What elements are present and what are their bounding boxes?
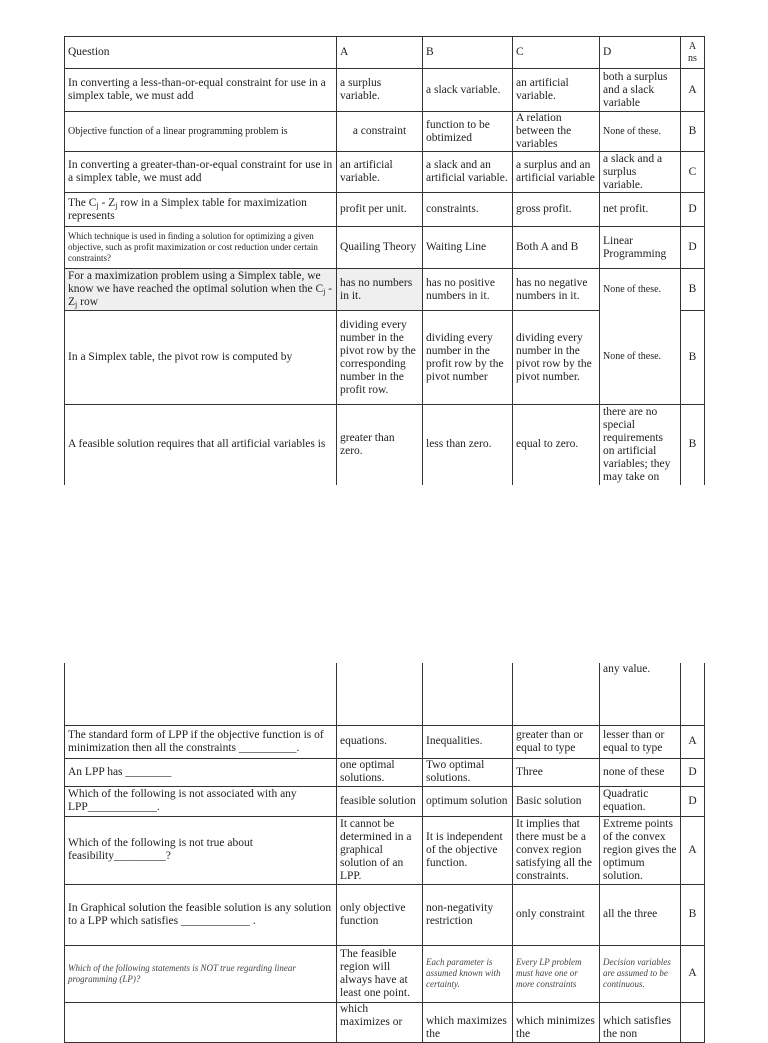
- table-row: [65, 758, 705, 786]
- option-d-cell: None of these.: [600, 112, 681, 152]
- option-b-cell: has no positive numbers in it.: [423, 269, 513, 311]
- option-a-cell: which maximizes or: [337, 1002, 423, 1042]
- answer-cell: B: [681, 269, 705, 311]
- question-cell: Which of the following is not true about feasibility_________?: [65, 816, 337, 884]
- option-c-cell: an artificial variable.: [513, 69, 600, 112]
- option-c-cell: gross profit.: [513, 193, 600, 227]
- table-row: [65, 786, 705, 816]
- header-question: Question: [65, 37, 337, 69]
- option-d-cell: None of these.: [600, 311, 681, 405]
- option-a-cell: Quailing Theory: [337, 227, 423, 269]
- option-b-cell: non-negativity restriction: [423, 884, 513, 945]
- table-row: [65, 1002, 705, 1042]
- header-d: D: [600, 37, 681, 69]
- answer-cell: A: [681, 945, 705, 1002]
- option-a-cell: equations.: [337, 725, 423, 758]
- option-c-cell: Every LP problem must have one or more constraints: [513, 945, 600, 1002]
- answer-cell: B: [681, 405, 705, 485]
- continuation-text: any value.: [600, 663, 681, 725]
- option-b-cell: Inequalities.: [423, 725, 513, 758]
- table-header-row: [65, 37, 705, 69]
- option-d-cell: both a surplus and a slack variable: [600, 69, 681, 112]
- mcq-table-page-1: [64, 36, 705, 485]
- answer-cell: D: [681, 193, 705, 227]
- question-cell: The $C_j - Z_j$ row in a Simplex table for maximization represents: [65, 193, 337, 227]
- option-c-cell: which minimizes the: [513, 1002, 600, 1042]
- question-cell: In Graphical solution the feasible solution is any solution to a LPP which satisfies ____________ .: [65, 884, 337, 945]
- option-a-cell: profit per unit.: [337, 193, 423, 227]
- option-a-cell: a surplus variable.: [337, 69, 423, 112]
- table-row: [65, 884, 705, 945]
- option-a-cell: an artificial variable.: [337, 152, 423, 193]
- option-c-cell: has no negative numbers in it.: [513, 269, 600, 311]
- table-row: [65, 112, 705, 152]
- option-c-cell: equal to zero.: [513, 405, 600, 485]
- answer-cell: B: [681, 884, 705, 945]
- question-cell: Which of the following is not associated with any LPP____________.: [65, 786, 337, 816]
- option-a-cell: has no numbers in it.: [337, 269, 423, 311]
- option-c-cell: only constraint: [513, 884, 600, 945]
- option-b-cell: constraints.: [423, 193, 513, 227]
- option-a-cell: feasible solution: [337, 786, 423, 816]
- option-b-cell: a slack variable.: [423, 69, 513, 112]
- option-c-cell: dividing every number in the pivot row by the pivot number.: [513, 311, 600, 405]
- table-row: [65, 227, 705, 269]
- table-row: [65, 311, 705, 405]
- question-cell: In converting a less-than-or-equal constraint for use in a simplex table, we must add: [65, 69, 337, 112]
- mcq-table-page-2: [64, 663, 705, 1043]
- option-a-cell: a constraint: [337, 112, 423, 152]
- answer-cell: A: [681, 725, 705, 758]
- option-b-cell: optimum solution: [423, 786, 513, 816]
- option-c-cell: greater than or equal to type: [513, 725, 600, 758]
- question-cell: A feasible solution requires that all artificial variables is: [65, 405, 337, 485]
- table-row: [65, 193, 705, 227]
- question-cell: For a maximization problem using a Simplex table, we know we have reached the optimal solution when the $C_j - Z_j$ row: [65, 269, 337, 311]
- option-d-cell: none of these: [600, 758, 681, 786]
- option-a-cell: only objective function: [337, 884, 423, 945]
- option-b-cell: which maximizes the: [423, 1002, 513, 1042]
- table-row: [65, 816, 705, 884]
- option-a-cell: The feasible region will always have at least one point.: [337, 945, 423, 1002]
- answer-cell: B: [681, 311, 705, 405]
- option-d-cell: net profit.: [600, 193, 681, 227]
- answer-cell: A: [681, 816, 705, 884]
- header-ans: A ns: [681, 37, 705, 69]
- question-cell: Which technique is used in finding a solution for optimizing a given objective, such as profit maximization or cost reduction under certain constraints?: [65, 227, 337, 269]
- option-b-cell: function to be obtimized: [423, 112, 513, 152]
- answer-cell: A: [681, 69, 705, 112]
- option-b-cell: It is independent of the objective function.: [423, 816, 513, 884]
- option-c-cell: A relation between the variables: [513, 112, 600, 152]
- option-d-cell: a slack and a surplus variable.: [600, 152, 681, 193]
- answer-cell: C: [681, 152, 705, 193]
- answer-cell: B: [681, 112, 705, 152]
- table-row: [65, 269, 705, 311]
- option-a-cell: dividing every number in the pivot row by the corresponding number in the profit row.: [337, 311, 423, 405]
- option-b-cell: Each parameter is assumed known with certainty.: [423, 945, 513, 1002]
- answer-cell: D: [681, 758, 705, 786]
- option-d-cell: Extreme points of the convex region gives the optimum solution.: [600, 816, 681, 884]
- option-b-cell: Two optimal solutions.: [423, 758, 513, 786]
- option-a-cell: one optimal solutions.: [337, 758, 423, 786]
- option-d-cell: None of these.: [600, 269, 681, 311]
- table-row: [65, 69, 705, 112]
- option-d-cell: there are no special requirements on artificial variables; they may take on: [600, 405, 681, 485]
- option-c-cell: It implies that there must be a convex region satisfying all the constraints.: [513, 816, 600, 884]
- table-row: [65, 152, 705, 193]
- table-row: [65, 725, 705, 758]
- option-a-cell: greater than zero.: [337, 405, 423, 485]
- option-c-cell: a surplus and an artificial variable: [513, 152, 600, 193]
- option-b-cell: less than zero.: [423, 405, 513, 485]
- option-d-cell: Linear Programming: [600, 227, 681, 269]
- option-d-cell: all the three: [600, 884, 681, 945]
- question-cell: In a Simplex table, the pivot row is computed by: [65, 311, 337, 405]
- question-cell: Which of the following statements is NOT true regarding linear programming (LP)?: [65, 945, 337, 1002]
- option-b-cell: a slack and an artificial variable.: [423, 152, 513, 193]
- question-cell: The standard form of LPP if the objective function is of minimization then all the constraints __________.: [65, 725, 337, 758]
- header-a: A: [337, 37, 423, 69]
- option-d-cell: Decision variables are assumed to be continuous.: [600, 945, 681, 1002]
- option-d-cell: Quadratic equation.: [600, 786, 681, 816]
- question-cell: In converting a greater-than-or-equal constraint for use in a simplex table, we must add: [65, 152, 337, 193]
- answer-cell: D: [681, 786, 705, 816]
- option-b-cell: dividing every number in the profit row by the pivot number: [423, 311, 513, 405]
- table-row: [65, 405, 705, 485]
- option-b-cell: Waiting Line: [423, 227, 513, 269]
- answer-cell: [681, 1002, 705, 1042]
- option-a-cell: It cannot be determined in a graphical solution of an LPP.: [337, 816, 423, 884]
- question-cell: [65, 1002, 337, 1042]
- option-c-cell: Three: [513, 758, 600, 786]
- header-c: C: [513, 37, 600, 69]
- option-c-cell: Both A and B: [513, 227, 600, 269]
- option-d-cell: which satisfies the non: [600, 1002, 681, 1042]
- continuation-row: [65, 663, 705, 725]
- table-row: [65, 945, 705, 1002]
- header-b: B: [423, 37, 513, 69]
- option-c-cell: Basic solution: [513, 786, 600, 816]
- option-d-cell: lesser than or equal to type: [600, 725, 681, 758]
- question-cell: Objective function of a linear programming problem is: [65, 112, 337, 152]
- answer-cell: D: [681, 227, 705, 269]
- question-cell: An LPP has ________: [65, 758, 337, 786]
